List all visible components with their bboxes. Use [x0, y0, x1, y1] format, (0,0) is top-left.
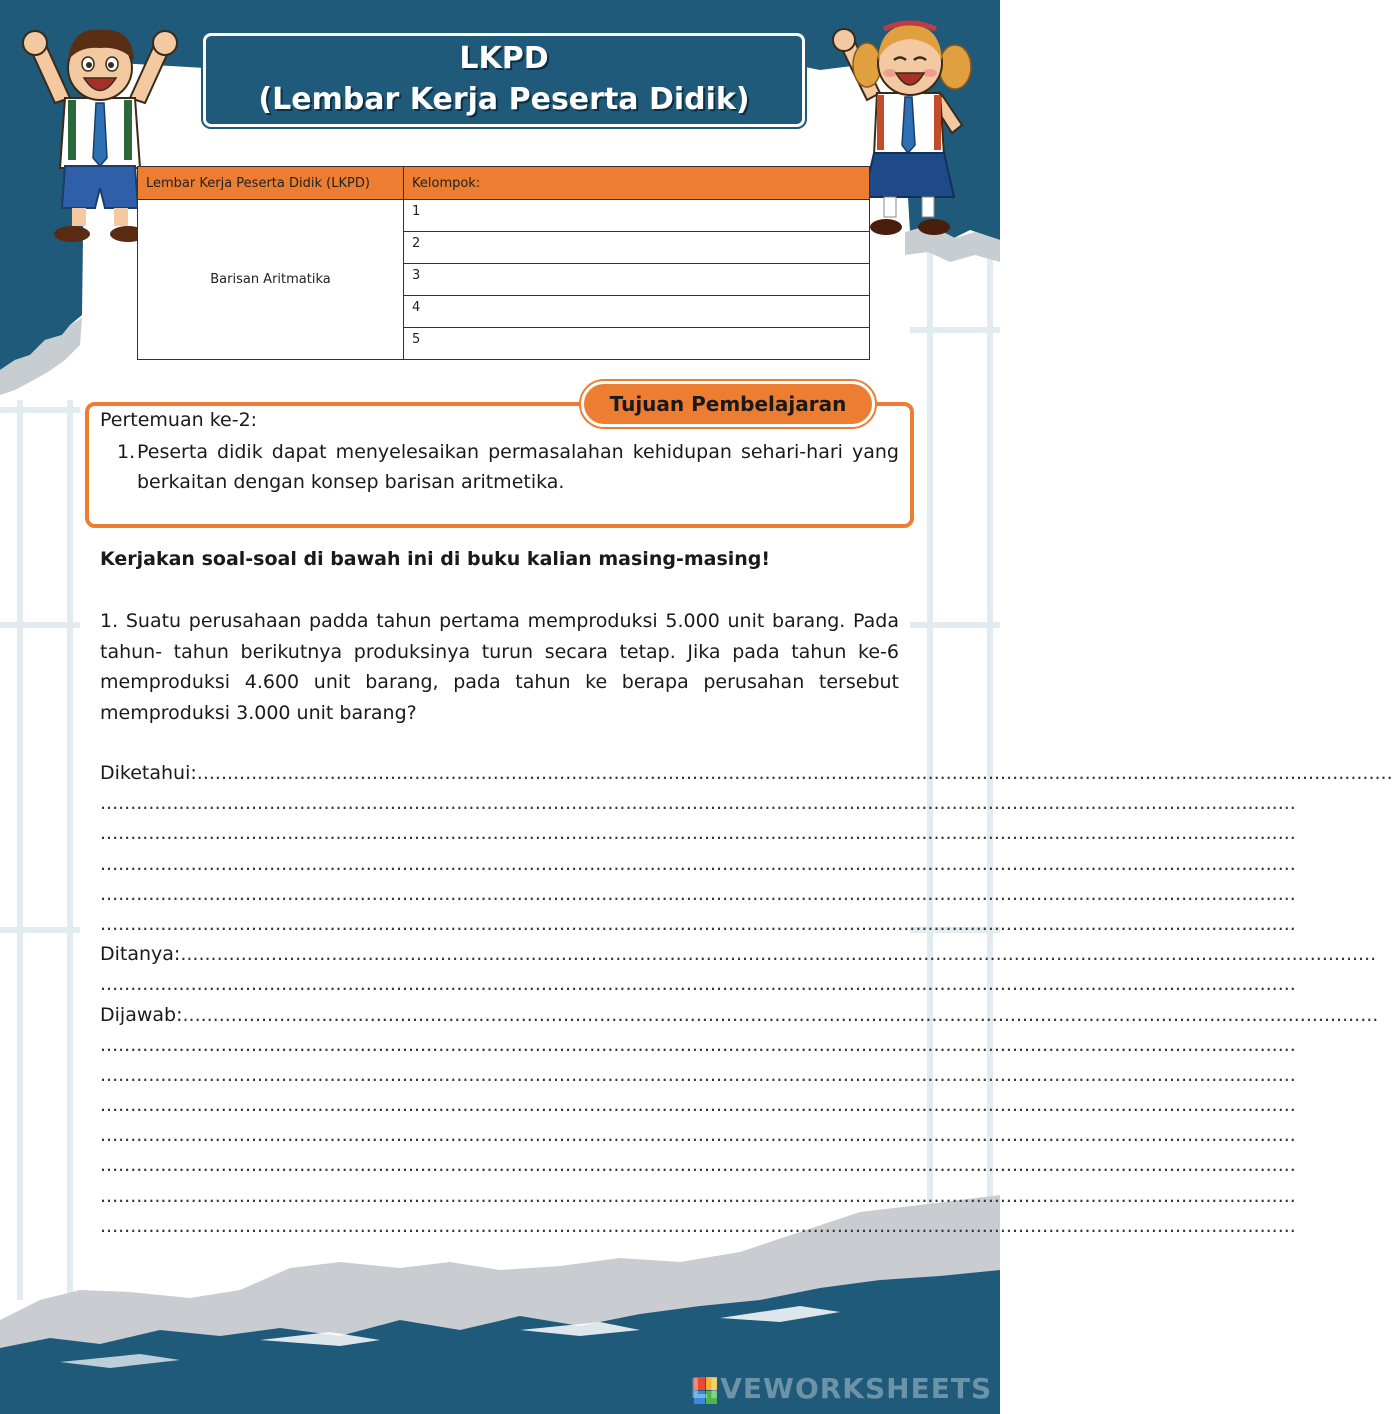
- group-member-cell[interactable]: 3: [404, 264, 870, 296]
- objective-item-text: Peserta didik dapat menyelesaikan permasalahan kehidupan sehari-hari yang berkaitan dengan konsep barisan aritmetika.: [137, 441, 899, 493]
- answer-line[interactable]: ......................................................................................................................................................................................................: [100, 822, 1296, 845]
- answer-line[interactable]: ......................................................................................................................................................................................................: [100, 973, 1296, 996]
- answer-line[interactable]: ......................................................................................................................................................................................................: [100, 1214, 1296, 1237]
- group-member-cell[interactable]: 2: [404, 232, 870, 264]
- group-member-cell[interactable]: 5: [404, 328, 870, 360]
- group-info-table: [137, 166, 870, 360]
- answer-line-known[interactable]: Diketahui: ......................................................................................................................................................................................................: [100, 758, 897, 788]
- answer-line[interactable]: ......................................................................................................................................................................................................: [100, 1124, 1296, 1147]
- title-main: LKPD: [459, 41, 549, 76]
- group-member-cell[interactable]: 4: [404, 296, 870, 328]
- table-header-row: [138, 167, 870, 200]
- answer-line[interactable]: ......................................................................................................................................................................................................: [100, 1063, 1296, 1086]
- answer-area: [100, 758, 1393, 1241]
- solution-label: Dijawab:: [100, 1003, 183, 1026]
- answer-line[interactable]: ......................................................................................................................................................................................................: [100, 792, 1296, 815]
- instruction-text: Kerjakan soal-soal di bawah ini di buku kalian masing-masing!: [100, 548, 771, 570]
- objective-item-number: 1.: [117, 441, 136, 463]
- known-label: Diketahui:: [100, 762, 197, 784]
- subject-cell: Barisan Aritmatika: [138, 200, 404, 360]
- answer-line-solution[interactable]: Dijawab: ......................................................................................................................................................................................................: [100, 1000, 897, 1030]
- answer-line[interactable]: ......................................................................................................................................................................................................: [100, 912, 1296, 935]
- answer-line[interactable]: ......................................................................................................................................................................................................: [100, 852, 1296, 875]
- answer-line-asked[interactable]: Ditanya: ......................................................................................................................................................................................................: [100, 939, 897, 969]
- table-header-group: Kelompok:: [404, 167, 870, 200]
- group-member-cell[interactable]: 1: [404, 200, 870, 232]
- table-header-lkpd: Lembar Kerja Peserta Didik (LKPD): [138, 167, 404, 200]
- table-row: [138, 200, 870, 232]
- watermark-text: LIVEWORKSHEETS: [690, 1372, 993, 1405]
- title-subtitle: (Lembar Kerja Peserta Didik): [258, 82, 750, 117]
- answer-line[interactable]: ......................................................................................................................................................................................................: [100, 882, 1296, 905]
- answer-line[interactable]: ......................................................................................................................................................................................................: [100, 1094, 1296, 1117]
- answer-line[interactable]: ......................................................................................................................................................................................................: [100, 1184, 1296, 1207]
- meeting-label: Pertemuan ke-2:: [100, 409, 258, 431]
- answer-line[interactable]: ......................................................................................................................................................................................................: [100, 1154, 1296, 1177]
- learning-objective-tag: Tujuan Pembelajaran: [581, 381, 875, 427]
- objective-item: [117, 437, 899, 497]
- question-1: 1. Suatu perusahaan padda tahun pertama memproduksi 5.000 unit barang. Pada tahun- tahun berikutnya produksinya turun secara tetap. Jika pada tahun ke-6 memproduksi 4.600 unit barang, pada tahun ke berapa perusahan tersebut memproduksi 3.000 unit barang?: [100, 610, 899, 724]
- asked-label: Ditanya:: [100, 943, 181, 966]
- answer-line[interactable]: ......................................................................................................................................................................................................: [100, 1033, 1296, 1056]
- title-banner: [203, 33, 805, 127]
